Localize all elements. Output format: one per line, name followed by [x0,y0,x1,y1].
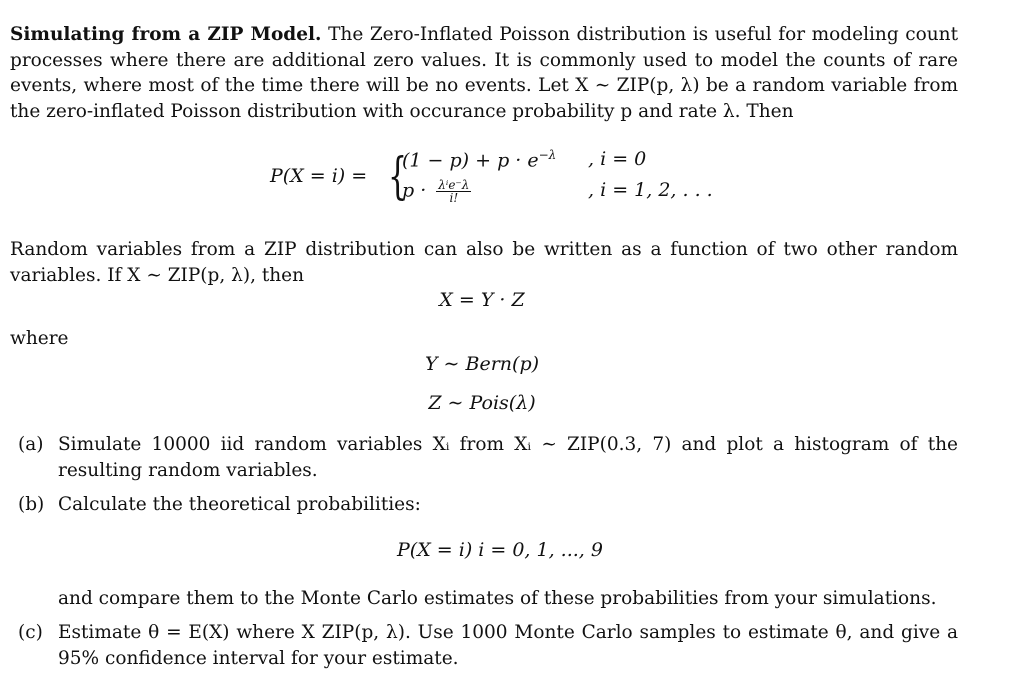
item-c-text: Estimate θ = E(X) where X ZIP(p, λ). Use 1000 Monte Carlo samples to estimate θ, and give a 95% confidence interval for your estimate. [58,622,958,669]
case1-condition: , i = 0 [588,148,647,170]
case2-prefix: p · [402,179,427,202]
case2-fraction [436,179,471,204]
pmf-lhs: P(X = i) = [270,165,368,187]
item-a-label: (a) [18,434,44,455]
list-item-a [18,432,958,483]
case2-denominator: i! [449,191,459,205]
poisson-distribution: Z ∼ Pois(λ) [428,392,536,414]
bernoulli-distribution: Y ∼ Bern(p) [424,353,540,375]
pmf-formula [270,145,730,215]
item-a-text: Simulate 10000 iid random variables Xᵢ from Xᵢ ∼ ZIP(0.3, 7) and plot a histogram of the resulting random variables. [58,434,958,481]
pmf-case-positive [402,179,471,204]
item-b-text: Calculate the theoretical probabilities: [58,494,421,515]
case1-exponent: −λ [538,148,557,162]
case2-condition: , i = 1, 2, . . . [588,179,713,201]
case1-expression: (1 − p) + p · e [402,149,539,172]
intro-body: The Zero-Inflated Poisson distribution is useful for modeling count processes where there are additional zero values. It is commonly used to model the counts of rare events, where most of the time there will be no events. Let X ∼ ZIP(p, λ) be a random variable from the zero-inflated Poisson distribution with occurance probability p and rate λ. Then [10,24,958,122]
product-equation: X = Y · Z [439,289,525,311]
pmf-case-zero [402,148,556,171]
item-b-label: (b) [18,494,45,515]
intro-paragraph [10,22,958,124]
where-label: where [10,328,69,349]
intro-title: Simulating from a ZIP Model. [10,24,322,45]
list-item-c [18,620,958,671]
case2-numerator: λⁱe⁻λ [438,178,470,192]
item-c-label: (c) [18,622,43,643]
compare-text: and compare them to the Monte Carlo estimates of these probabilities from your simulations. [58,588,937,609]
product-paragraph: Random variables from a ZIP distribution can also be written as a function of two other random variables. If X ∼ ZIP(p, λ), then [10,239,958,286]
probability-equation: P(X = i) i = 0, 1, ..., 9 [397,539,603,561]
left-brace: { [388,147,408,205]
list-item-b [18,492,958,518]
